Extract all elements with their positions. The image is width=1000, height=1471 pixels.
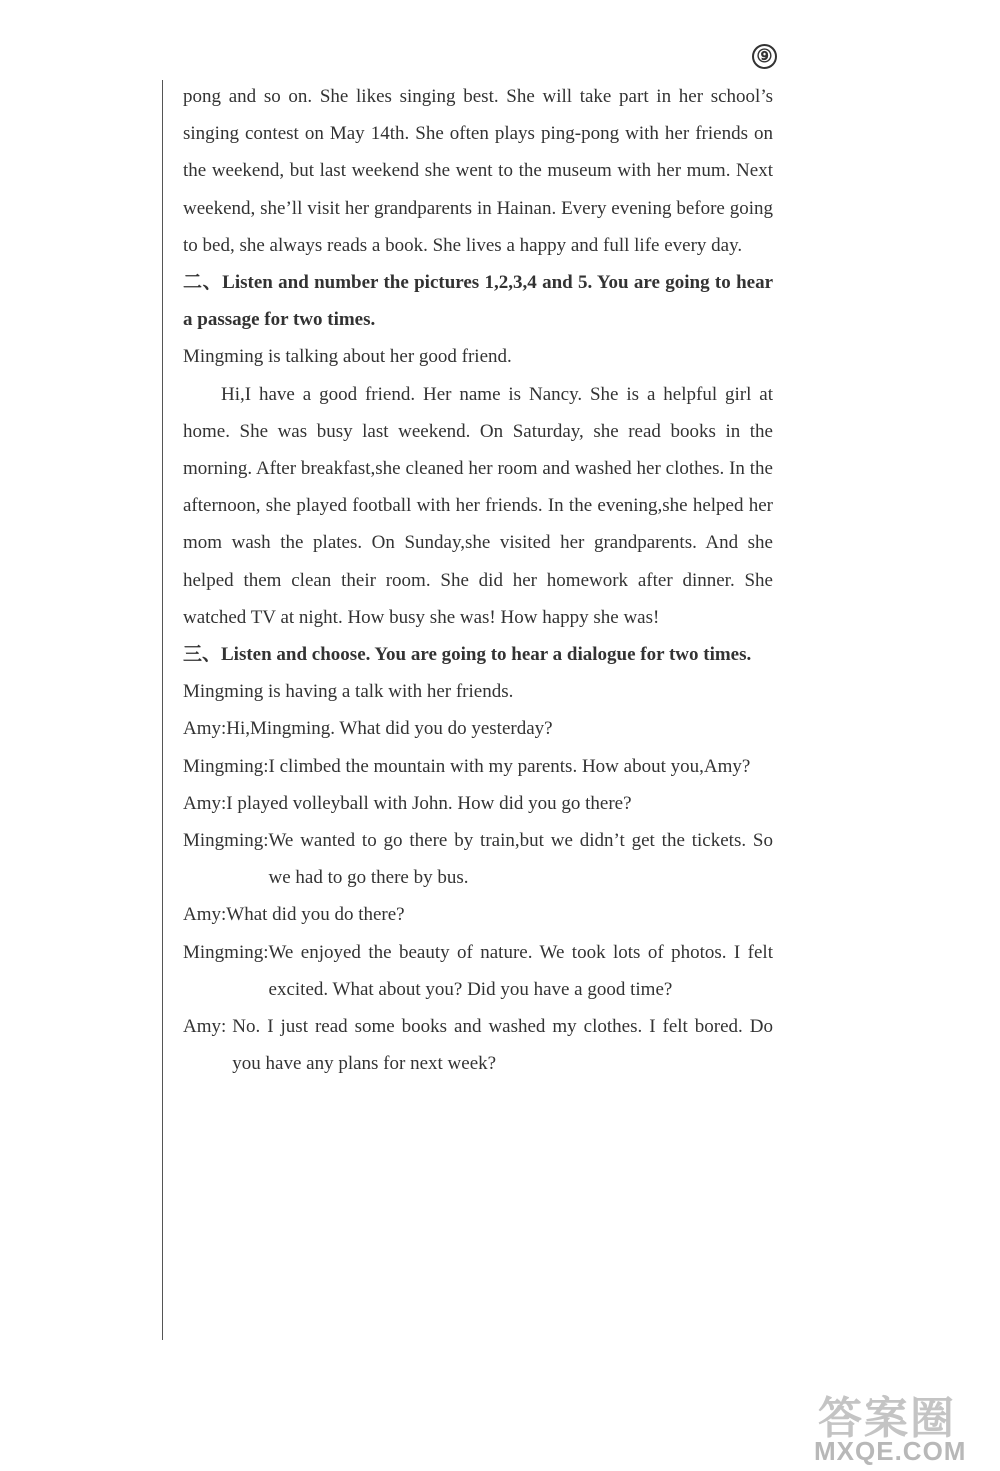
dialogue-text: We enjoyed the beauty of nature. We took lots of photos. I felt excited. What about you? Did you have a good time? bbox=[268, 941, 773, 1000]
page-number: ⑨ bbox=[752, 44, 777, 69]
dialogue-line bbox=[183, 1008, 773, 1082]
watermark-url: MXQE.COM bbox=[814, 1436, 967, 1466]
section-3-intro: Mingming is having a talk with her friends. bbox=[183, 681, 514, 703]
section-2-intro: Mingming is talking about her good friend. bbox=[183, 346, 512, 368]
dialogue-speaker: Mingming: bbox=[183, 830, 269, 852]
paragraph-continued: pong and so on. She likes singing best. She will take part in her school’s singing contest on May 14th. She often plays ping-pong with her friends on the weekend, but last weekend she went to the museum with her mum. Next weekend, she’ll visit her grandparents in Hainan. Every evening before going to bed, she always reads a book. She lives a happy and full life every day. bbox=[183, 86, 773, 256]
dialogue-speaker: Mingming: bbox=[183, 941, 269, 963]
dialogue-text: I climbed the mountain with my parents. How about you,Amy? bbox=[268, 755, 751, 777]
section-2-passage: Hi,I have a good friend. Her name is Nancy. She is a helpful girl at home. She was busy last weekend. On Saturday, she read books in the morning. After breakfast,she cleaned her room and washed her clothes. In the afternoon, she played football with her friends. In the evening,she helped her mom wash the plates. On Sunday,she visited her grandparents. And she helped them clean their room. She did her homework after dinner. She watched TV at night. How busy she was! How happy she was! bbox=[183, 383, 773, 628]
dialogue-line bbox=[183, 896, 773, 933]
dialogue-text: Hi,Mingming. What did you do yesterday? bbox=[226, 718, 553, 740]
dialogue-speaker: Mingming: bbox=[183, 755, 269, 777]
dialogue-text: No. I just read some books and washed my clothes. I felt bored. Do you have any plans for next week? bbox=[232, 1016, 773, 1075]
section-3-heading: 三、Listen and choose. You are going to hear a dialogue for two times. bbox=[183, 644, 752, 666]
watermark bbox=[808, 1380, 998, 1470]
dialogue-speaker: Amy: bbox=[183, 792, 227, 814]
dialogue-speaker: Amy: bbox=[183, 718, 227, 740]
dialogue-text: I played volleyball with John. How did you go there? bbox=[226, 792, 632, 814]
dialogue-line bbox=[183, 822, 773, 896]
dialogue-text: We wanted to go there by train,but we didn’t get the tickets. So we had to go there by bus. bbox=[268, 830, 773, 889]
watermark-logo-text: 答案圈 bbox=[818, 1394, 956, 1443]
dialogue-speaker: Amy: bbox=[183, 904, 227, 926]
section-2-heading: 二、Listen and number the pictures 1,2,3,4 and 5. You are going to hear a passage for two times. bbox=[183, 272, 773, 331]
document-body bbox=[183, 78, 773, 1082]
dialogue-speaker: Amy: bbox=[183, 1016, 227, 1038]
dialogue-line bbox=[183, 785, 773, 822]
dialogue-line bbox=[183, 748, 773, 785]
dialogue-line bbox=[183, 934, 773, 1008]
margin-rule bbox=[162, 80, 163, 1340]
dialogue-line bbox=[183, 710, 773, 747]
dialogue-text: What did you do there? bbox=[226, 904, 405, 926]
